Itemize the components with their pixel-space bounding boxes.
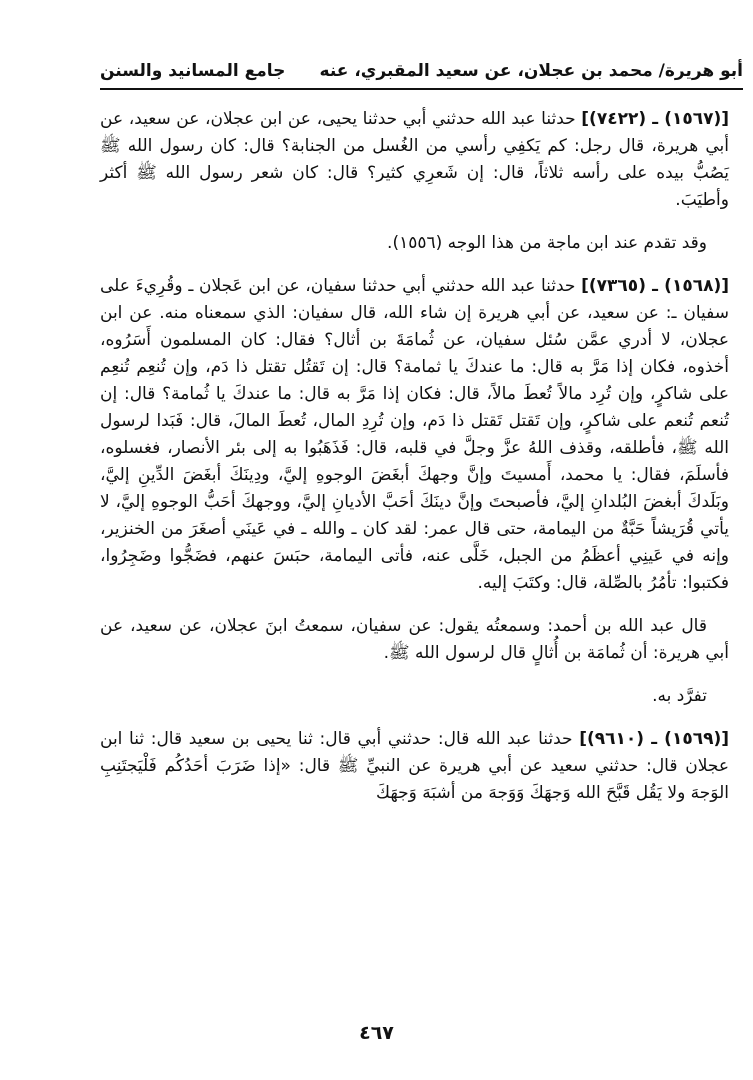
hadith-text: حدثنا عبد الله حدثني أبي حدثنا سفيان، عن ابن عَجلان ـ وقُرِيءَ على سفيان ـ: عن سعيد، عن أبي هريرة إن شاء الله، قال سفيان: الذي سمعناه منه. عن ابن عجلان، لا أدري عمَّن سُئل سفيان، عن ثُمامَةَ بن أثال؟ فقال: كان المسلمون أَسَرُوه، أخذوه، فكان إذا مَرَّ به قال: ما عندكَ يا ثمامة؟ قال: إن تَقتُل تقتل ذا دَم، وإن تُنعِم تُنعِم على شاكرٍ، وإن تُرِد مالاً تُعطَ مالاً، قال: فكان إذا مَرَّ به قال: ما عندكَ يا ثُمامة؟ قال: إن تُنعم تُنعم على شاكرٍ، وإن تَقتل تَقتل ذا دَم، وإن تُرِدِ المال، تُعطَ المالَ، قال: فَبَدا لرسول الله ﷺ، فأطلقه، وقذف اللهُ عزَّ وجلَّ في قلبه، قال: فَذَهَبُوا به إلى بئر الأنصار، فغسلوه، فأسلَمَ، فقال: يا محمد، أَمسيتَ وإنَّ وجهكَ أبغَضَ الوجوهِ إليَّ، ودِينَكَ أبغَضَ الدِّينِ إليَّ، وبَلَدكَ أبغضَ البُلدانِ إليَّ، فأصبحتَ وإنَّ دينَكَ أحَبَّ الأديانِ إليَّ، ووجهكَ أحَبُّ الوجوهِ إليَّ، لا يأتي قُرَيشاً حَبَّةٌ من اليمامة، حتى قال عمر: لقد كان ـ والله ـ في عَينَي أصغَرَ من الخنزير، وإنه في عَينِي أعظَمُ من الجبل، خَلَّى عنه، فأتى اليمامة، حبَسَ عنهم، فضَجُّوا وضَجِرُوا، فكتبوا: تأمُرُ بالصِّلة، قال: وكتَبَ إليه. bbox=[100, 276, 729, 593]
hadith-paragraph bbox=[100, 106, 729, 214]
hadith-number: [(١٥٦٨) ـ (٧٣٦٥)] bbox=[581, 276, 730, 296]
commentary-text: قال عبد الله بن أحمد: وسمعتُه يقول: عن سفيان، سمعتُ ابنَ عجلان، عن سعيد، عن أبي هريرة: أن ثُمامَة بن أُثالٍ قال لرسول الله ﷺ. bbox=[100, 616, 729, 663]
page-number: ٤٦٧ bbox=[359, 1022, 394, 1044]
hadith-number: [(١٥٦٩) ـ (٩٦١٠)] bbox=[579, 729, 730, 749]
commentary-text: وقد تقدم عند ابن ماجة من هذا الوجه (١٥٥٦). bbox=[387, 233, 707, 253]
hadith-number: [(١٥٦٧) ـ (٧٤٢٢)] bbox=[581, 109, 730, 129]
running-header bbox=[100, 56, 743, 86]
hadith-paragraph bbox=[100, 726, 729, 807]
commentary-text: تفرَّد به. bbox=[652, 686, 707, 706]
page-body bbox=[100, 106, 729, 823]
hadith-text: حدثنا عبد الله حدثني أبي حدثنا يحيى، عن ابن عجلان، عن سعيد، عن أبي هريرة، قال رجل: كم يَكفِي رأسي من الغُسل من الجنابة؟ قال: كان رسول الله ﷺ يَصُبُّ بيده على رأسه ثلاثاً، قال: إن شَعرِي كثير؟ قال: كان شعر رسول الله ﷺ أكثر وأطيَبَ. bbox=[100, 109, 729, 210]
commentary-paragraph bbox=[100, 613, 729, 667]
hadith-paragraph bbox=[100, 273, 729, 597]
hadith-text: حدثنا عبد الله قال: حدثني أبي قال: ثنا يحيى بن سعيد قال: ثنا ابن عجلان قال: حدثني سعيد عن أبي هريرة عن النبيِّ ﷺ قال: «إذا ضَرَبَ أحَدُكُم فَلْيَجتَنِبِ الوَجهَ ولا يَقُل قَبَّحَ الله وَجهَكَ وَوَجهَ من أشبَهَ وَجهَكَ bbox=[100, 729, 729, 803]
header-book-title: جامع المسانيد والسنن bbox=[100, 61, 286, 81]
header-chapter-title: أبو هريرة/ محمد بن عجلان، عن سعيد المقبري، عنه bbox=[319, 61, 743, 81]
commentary-paragraph bbox=[100, 230, 729, 257]
commentary-paragraph bbox=[100, 683, 729, 710]
header-divider bbox=[100, 88, 743, 90]
